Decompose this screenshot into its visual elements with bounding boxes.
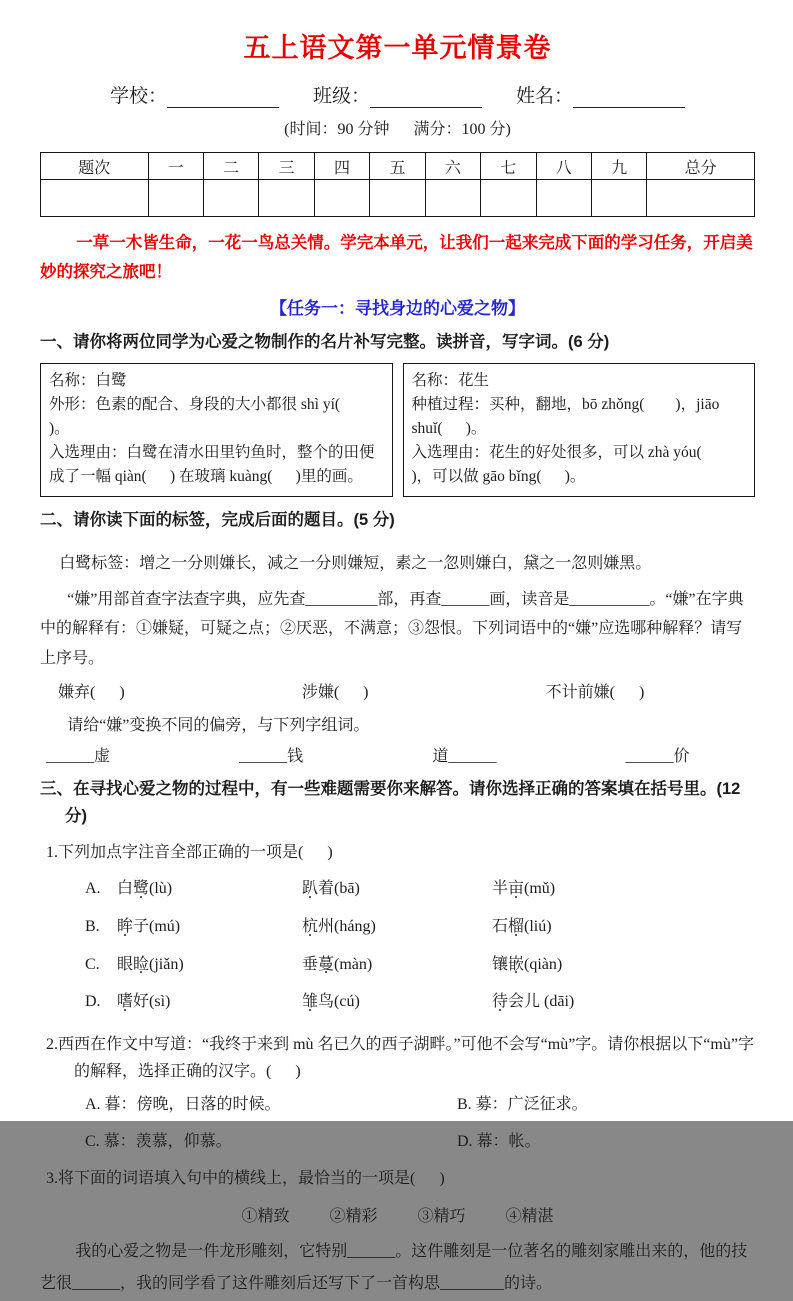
dictionary-paragraph: “嫌”用部首查字法查字典，应先查_________部，再查______画，读音是__________。“嫌”在字典中的解释有：①嫌疑，可疑之点；②厌恶，不满意；③怨恨。下列词语中的“嫌”应选哪种解释？请写上序号。 [40,590,744,667]
name-field [516,81,685,108]
question3-stem: 3.将下面的词语填入句中的横线上，最恰当的一项是( ) [46,1170,445,1188]
word-blank-item: ______虚 [46,748,111,766]
question1-option-row [85,983,755,1021]
question2-option: B. 募：广泛征求。 [457,1096,588,1114]
name-blank [573,85,685,108]
dotted-char: 雏 [302,993,319,1011]
score-header-cell: 九 [591,153,646,180]
question1-option-row [85,908,755,946]
dotted-char: 亩 [508,880,525,898]
score-header-cell: 题次 [41,153,149,180]
score-empty-cell [536,180,591,217]
word-choice-item: ①精致 [241,1207,290,1225]
dotted-char: 睑 [133,955,150,973]
radical-instruction: 请给“嫌”变换不同的偏旁，与下列字组词。 [67,717,370,735]
score-empty-cell [481,180,536,217]
score-header-cell: 总分 [647,153,755,180]
card-egret [40,363,393,497]
question2-stem: 2.西西在作文中写道：“我终于来到 mù 名已久的西子湖畔。”可他不会写“mù”字。请你根据以下“mù”字的解释，选择正确的汉字。( ) [46,1035,754,1080]
word-blank-row [46,743,690,766]
school-label: 学校： [109,86,167,107]
page-title: 五上语文第一单元情景卷 [243,33,552,63]
option-letter: A. [85,880,101,898]
peanut-card-line: 名称：花生 [411,372,490,390]
word-blank-item: ______价 [625,748,690,766]
dotted-char: 蔓 [318,955,335,973]
score-empty-cell [203,180,258,217]
word-blank-item: 道______ [432,748,497,766]
dotted-char: 趴 [302,880,319,898]
meaning-choice-item: 涉嫌( ) [301,684,369,702]
exam-meta: (时间：90 分钟 满分：100 分) [284,121,511,138]
option-item: 趴着(bā) [302,880,360,898]
name-label: 姓名： [516,86,574,107]
score-header-cell: 八 [536,153,591,180]
word-choice-item: ④精湛 [505,1207,554,1225]
word-choice-item: ③精巧 [417,1207,466,1225]
egret-card-line: 名称：白鹭 [49,372,127,390]
option-item: 石榴(liú) [492,917,552,935]
score-empty-cell [41,180,149,217]
option-item: 镶嵌(qiàn) [492,955,563,973]
card-peanut [403,363,756,497]
intro-text: 一草一木皆生命，一花一鸟总关情。学完本单元，让我们一起来完成下面的学习任务，开启美妙的探究之旅吧！ [40,234,753,281]
dotted-char: 嵌 [508,955,525,973]
section3-heading: 三、在寻找心爱之物的过程中，有一些难题需要你来解答。请你选择正确的答案填在括号里。(12 分) [40,780,745,825]
score-empty-cell [370,180,425,217]
egret-card-line: 入选理由：白鹭在清水田里钓鱼时，整个的田便成了一幅 qiàn( ) 在玻璃 kuàng( )里的画。 [49,444,375,486]
score-header-cell: 七 [481,153,536,180]
question1-options [85,870,755,1020]
section1-heading: 一、请你将两位同学为心爱之物制作的名片补写完整。读拼音，写字词。(6 分) [40,332,610,351]
school-field [110,81,279,108]
score-header-cell: 二 [203,153,258,180]
option-item: 待会儿 (dāi) [492,993,575,1011]
option-item: 雏鸟(cú) [302,993,360,1011]
option-item: 白鹭(lù) [117,880,173,898]
score-header-cell: 五 [370,153,425,180]
score-header-cell: 三 [259,153,314,180]
meaning-choice-item: 嫌弃( ) [58,684,125,702]
dotted-char: 待 [492,993,509,1011]
score-header-cell: 六 [425,153,480,180]
option-letter: D. [85,993,101,1011]
word-choice-item: ②精彩 [329,1207,378,1225]
task1-heading: 【任务一：寻找身边的心爱之物】 [270,298,525,318]
class-blank [370,85,482,108]
option-item: 半亩(mǔ) [492,880,556,898]
option-item: 垂蔓(màn) [302,955,373,973]
peanut-card-line: 种植过程：买种，翻地，bō zhǒng( )，jiāo shuǐ( )。 [411,396,724,438]
question1-stem: 1.下列加点字注音全部正确的一项是( ) [46,844,333,862]
option-item: 嗜好(sì) [117,993,171,1011]
egret-label-line: 白鹭标签：增之一分则嫌长，减之一分则嫌短，素之一忽则嫌白，黛之一忽则嫌黑。 [59,554,652,572]
option-item: 杭州(háng) [302,917,376,935]
dotted-char: 鹭 [133,880,150,898]
question2-option: D. 幕：帐。 [457,1133,541,1151]
score-header-cell: 一 [148,153,203,180]
meaning-choice-row [58,679,644,702]
score-empty-cell [148,180,203,217]
score-table-header-row [41,153,755,180]
option-letter: B. [85,917,100,935]
option-item: 眼睑(jiǎn) [117,955,184,973]
school-blank [167,85,279,108]
dotted-char: 榴 [508,917,525,935]
score-empty-cell [647,180,755,217]
class-label: 班级： [312,86,370,107]
question2-option: A. 暮：傍晚，日落的时候。 [85,1096,281,1114]
question3-word-choices [40,1203,755,1226]
question1-option-row [85,946,755,984]
score-empty-cell [259,180,314,217]
dotted-char: 眸 [117,917,134,935]
question3-paragraph: 我的心爱之物是一件龙形雕刻，它特别______。这件雕刻是一位著名的雕刻家雕出来的，他的技艺很______，我的同学看了这件雕刻后还写下了一首构思________的诗。 [40,1242,748,1293]
option-letter: C. [85,955,100,973]
question1-option-row [85,870,755,908]
section2-heading: 二、请你读下面的标签，完成后面的题目。(5 分) [40,511,395,530]
meaning-choice-item: 不计前嫌( ) [545,684,645,702]
score-empty-cell [314,180,369,217]
score-header-cell: 四 [314,153,369,180]
word-blank-item: ______钱 [239,748,304,766]
question2-options [85,1091,755,1155]
score-table-empty-row [41,180,755,217]
egret-card-line: 外形：色素的配合、身段的大小都很 shì yí( )。 [49,396,364,438]
score-table [40,152,755,217]
name-cards [40,363,755,497]
dotted-char: 嗜 [117,993,134,1011]
student-info-row [40,81,755,108]
peanut-card-line: 入选理由：花生的好处很多，可以 zhà yóu( )，可以做 gāo bǐng( )。 [411,444,733,486]
score-empty-cell [425,180,480,217]
class-field [313,81,482,108]
dotted-char: 杭 [302,917,319,935]
question2-option: C. 慕：羡慕，仰慕。 [85,1133,232,1151]
option-item: 眸子(mú) [117,917,181,935]
score-empty-cell [591,180,646,217]
